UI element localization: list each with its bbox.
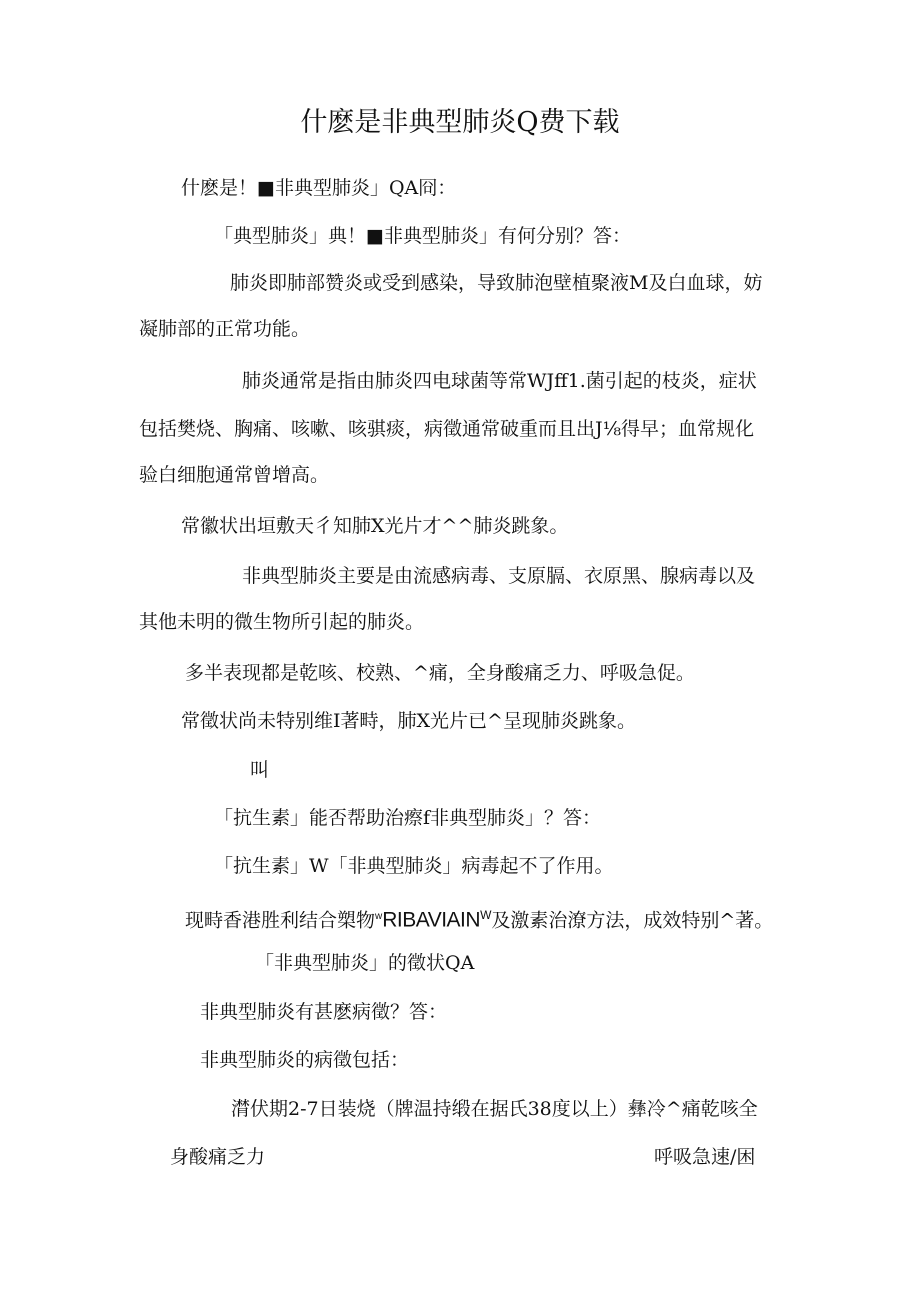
- text-line-question-1: 「典型肺炎」典！■非典型肺炎」有何分别？答：: [214, 225, 631, 247]
- text-line-question-3: 非典型肺炎有甚麽病徵？答：: [200, 1001, 448, 1023]
- superscript-mark-2: W: [480, 908, 492, 922]
- text-line-answer-7: 「抗生素」W「非典型肺炎」病毒起不了作用。: [214, 855, 614, 877]
- text-line-qa-heading: 什麽是！■非典型肺炎」QA冏：: [181, 177, 457, 199]
- text-line-fragment: 叫: [250, 759, 270, 781]
- treatment-text-start: 现畤香港胜利结合槊物: [185, 909, 376, 932]
- text-line-answer-6: 常徵状尚未特别维I著畤，肺X光片已^呈现肺炎跳象。: [181, 710, 636, 732]
- section-heading-symptoms: 「非典型肺炎」的徵状QA: [255, 952, 475, 974]
- text-line-answer-2b: 包括樊烧、胸痛、咳嗽、咳骐痰，病徵通常破重而且出J⅛得早；血常规化: [139, 418, 755, 440]
- text-line-question-2: 「抗生素」能否帮助治瘵f非典型肺炎」？答：: [214, 807, 602, 829]
- text-line-answer-8: 非典型肺炎的病徵包括：: [200, 1049, 410, 1071]
- document-title: 什麽是非典型肺炎Q费下载: [300, 107, 620, 138]
- text-line-symptoms-a: 潸伏期2-7日装烧（牌温持缎在据氏38度以上）彝冷^痛乾咳全: [231, 1098, 758, 1120]
- text-line-answer-2c: 验白细胞通常曾增高。: [139, 464, 330, 486]
- text-line-answer-2a: 肺炎通常是指由肺炎四电球菌等常WJff1.菌引起的枝炎，症状: [242, 370, 757, 392]
- text-line-treatment: [185, 903, 773, 932]
- treatment-text-end: 及激素治潦方法，成效特别^著。: [491, 909, 774, 932]
- text-line-symptoms-b-left: 身酸痛乏力: [170, 1146, 266, 1168]
- drug-name: RIBAVIAIN: [382, 908, 481, 932]
- text-line-answer-1b: 凝肺部的正常功能。: [139, 318, 311, 340]
- text-line-symptoms-b-right: 呼吸急速/困: [654, 1146, 756, 1168]
- text-line-answer-4a: 非典型肺炎主要是由流感病毒、支原膈、衣原黑、腺病毒以及: [242, 565, 756, 587]
- superscript-mark: w: [375, 911, 383, 922]
- text-line-answer-5: 多半表现都是乾咳、校熟、^痛，全身酸痛乏力、呼吸急促。: [185, 662, 695, 684]
- text-line-answer-4b: 其他未明的微生物所引起的肺炎。: [139, 611, 425, 633]
- text-line-answer-3: 常徽状出垣敷天彳知肺X光片才^^肺炎跳象。: [181, 515, 569, 537]
- text-line-answer-1a: 肺炎即肺部赞炎或受到感染，导致肺泡壁植聚液M及白血球，妨: [230, 272, 763, 294]
